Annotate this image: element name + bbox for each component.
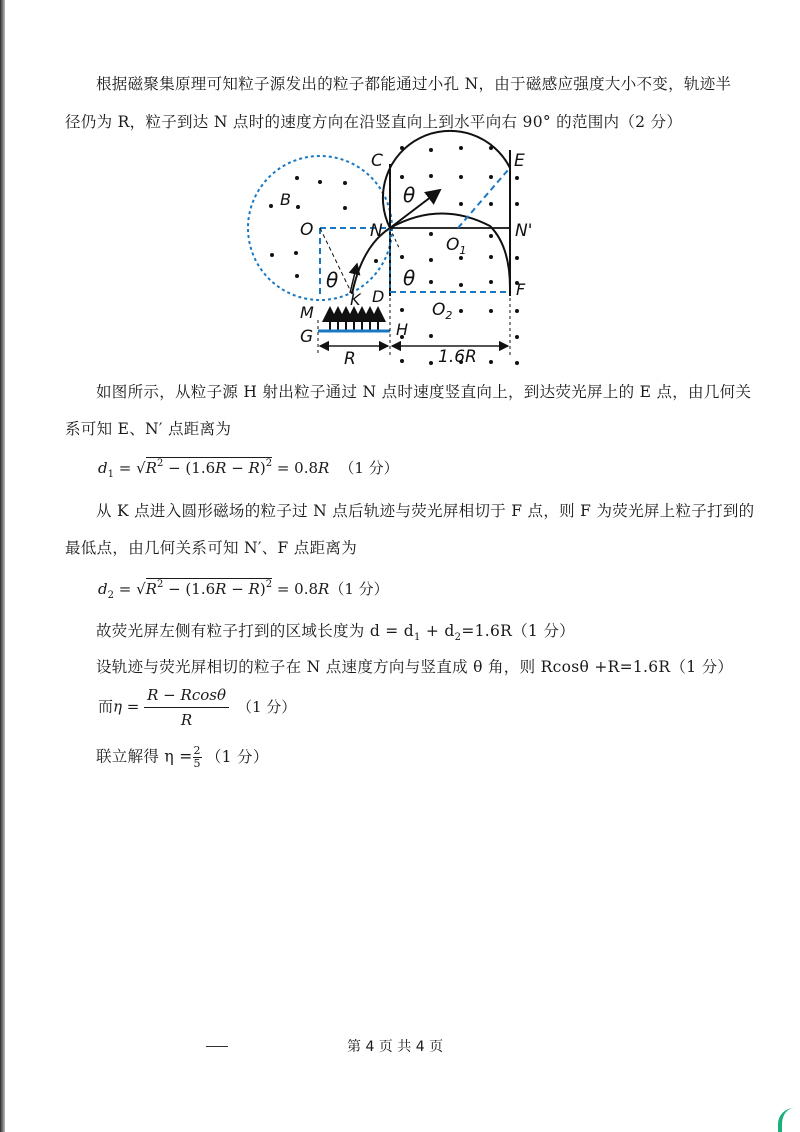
label-H: H [396, 320, 409, 339]
line-set-theta: 设轨迹与荧光屏相切的粒子在 N 点速度方向与竖直成 θ 角，则 Rcosθ +R=1.6R（1 分） [96, 658, 734, 676]
label-theta-left: θ [326, 268, 339, 292]
paragraph2-line1: 如图所示，从粒子源 H 射出粒子通过 N 点时速度竖直向上，到达荧光屏上的 E 点，由几何关 [96, 383, 752, 401]
paragraph2-line2: 系可知 E、N′ 点距离为 [65, 420, 232, 438]
footer-dash [206, 1046, 228, 1047]
label-R: R [344, 349, 356, 369]
dashed-N-K [390, 228, 400, 250]
label-N: N [370, 221, 383, 241]
line-d-total: 故荧光屏左侧有粒子打到的区域长度为 $d = d_1 + d_2=1.6R(1$ 分） [96, 622, 575, 643]
dashed-O1-E [458, 170, 508, 228]
paragraph1-line2: 径仍为 R，粒子到达 N 点时的速度方向在沿竖直向上到水平向右 90° 的范围内（2 分） [65, 113, 683, 131]
paragraph1-line1: 根据磁聚集原理可知粒子源发出的粒子都能通过小孔 N，由于磁感应强度大小不变，轨迹半 [96, 75, 732, 93]
label-D: D [372, 287, 385, 306]
label-C: C [371, 151, 383, 171]
label-B: B [280, 190, 291, 209]
label-G: G [300, 327, 314, 347]
label-O: O [300, 220, 314, 240]
paragraph3-line2: 最低点，由几何关系可知 N′、F 点距离为 [65, 539, 357, 557]
label-theta-mid: θ [403, 266, 416, 290]
label-O1: $O_1$ [446, 235, 467, 257]
source-arrows [330, 308, 378, 330]
line-solve: 联立解得 η = $\frac{2}{5}$ （1 分） [96, 744, 269, 770]
paragraph3-line1: 从 K 点进入圆形磁场的粒子过 N 点后轨迹与荧光屏相切于 F 点，则 F 为荧光屏上粒子打到的 [96, 502, 755, 520]
label-E: E [514, 151, 525, 171]
equation-eta: 而η = $\frac{R - Rcos\theta}{R}$ （1 分） [98, 686, 297, 729]
label-K: K [350, 290, 361, 309]
label-M: M [300, 303, 314, 322]
label-O2: $O_2$ [432, 300, 453, 322]
equation-d2: $d_2 = √R^2 - (1.6R - R)^2 = 0.8R(1$ 分） [98, 579, 389, 601]
equation-d1: $d_1 = √R^2 - (1.6R - R)^2 = 0.8R$ （1 分） [98, 458, 399, 480]
page-footer: 第 4 页 共 4 页 [347, 1039, 444, 1055]
label-N-prime: N' [515, 221, 533, 241]
label-F: F [516, 280, 526, 299]
label-1.6R: 1.6R [438, 347, 477, 367]
label-theta-top: θ [403, 183, 416, 207]
